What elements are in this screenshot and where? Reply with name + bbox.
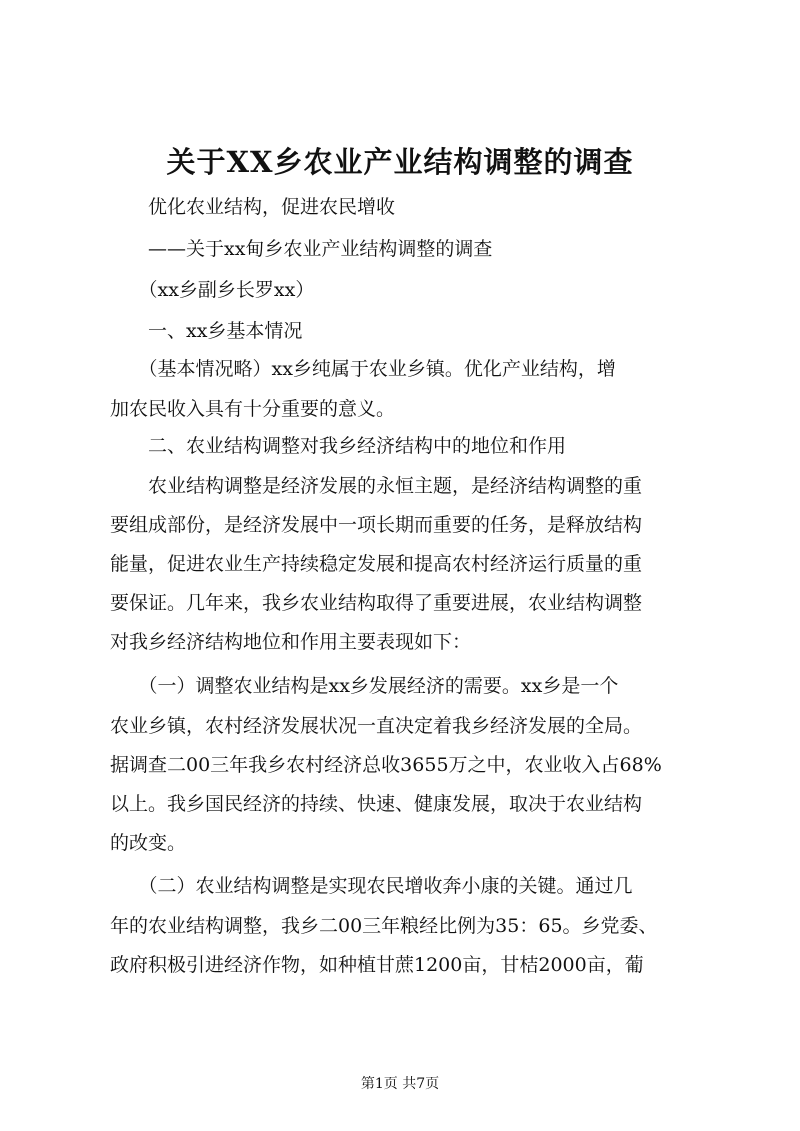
- body-line: 对我乡经济结构地位和作用主要表现如下：: [110, 631, 472, 653]
- body-line: （xx乡副乡长罗xx）: [110, 279, 315, 301]
- body-line: 能量，促进农业生产持续稳定发展和提高农村经济运行质量的重: [110, 553, 643, 575]
- body-line: 政府积极引进经济作物，如种植甘蔗1200亩，甘桔2000亩，葡: [110, 954, 644, 976]
- body-line: （一）调整农业结构是xx乡发展经济的需要。xx乡是一个: [110, 675, 619, 697]
- document-title: 关于XX乡农业产业结构调整的调查: [166, 145, 634, 179]
- body-line: 优化农业结构，促进农民增收: [110, 196, 396, 218]
- body-line: 以上。我乡国民经济的持续、快速、健康发展，取决于农业结构: [110, 793, 643, 815]
- body-line: （二）农业结构调整是实现农民增收奔小康的关键。通过几: [110, 875, 633, 897]
- body-line: ——关于xx甸乡农业产业结构调整的调查: [110, 238, 493, 260]
- body-line: 要组成部份，是经济发展中一项长期而重要的任务，是释放结构: [110, 514, 643, 536]
- body-line: 的改变。: [110, 832, 187, 854]
- body-line: 据调查二00三年我乡农村经济总收3655万之中，农业收入占68%: [110, 754, 662, 776]
- body-line: 年的农业结构调整，我乡二00三年粮经比例为35：65。乡党委、: [110, 915, 658, 937]
- body-line: （基本情况略）xx乡纯属于农业乡镇。优化产业结构，增: [110, 358, 616, 380]
- body-line: 农业乡镇，农村经济发展状况一直决定着我乡经济发展的全局。: [110, 715, 643, 737]
- page-number: 第1页 共7页: [360, 1076, 440, 1092]
- body-line: 农业结构调整是经济发展的永恒主题，是经济结构调整的重: [110, 475, 643, 497]
- body-line: 加农民收入具有十分重要的意义。: [110, 398, 396, 420]
- body-line: 一、xx乡基本情况: [110, 320, 303, 342]
- body-line: 要保证。几年来，我乡农业结构取得了重要进展，农业结构调整: [110, 592, 643, 614]
- body-line: 二、农业结构调整对我乡经济结构中的地位和作用: [110, 435, 567, 457]
